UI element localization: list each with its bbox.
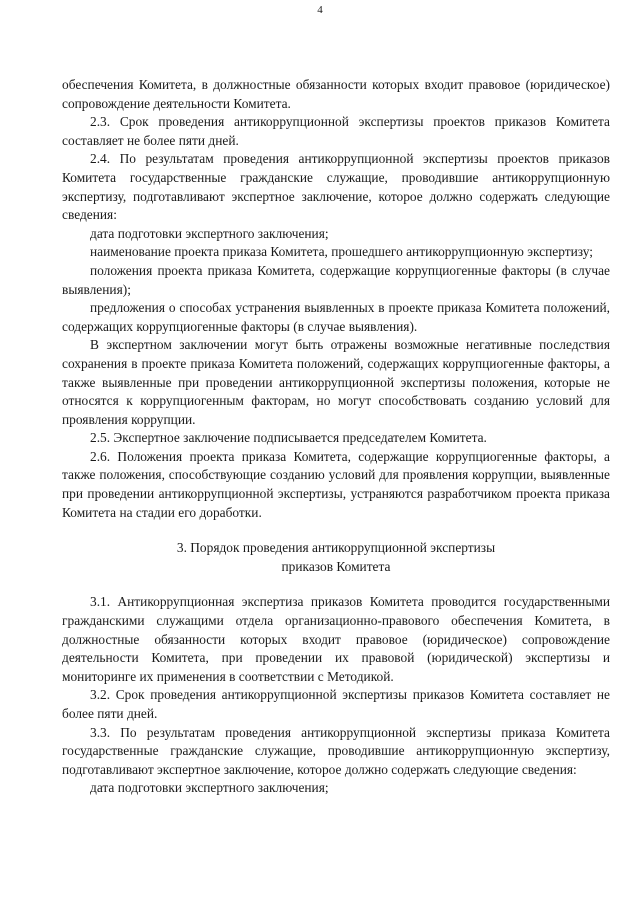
paragraph: наименование проекта приказа Комитета, прошедшего антикоррупционную экспертизу; xyxy=(90,244,594,260)
paragraph: дата подготовки экспертного заключения; xyxy=(90,225,329,241)
paragraph: положения проекта приказа Комитета, содержащие коррупциогенные факторы (в случае выявления); xyxy=(62,262,610,297)
paragraph: дата подготовки экспертного заключения; xyxy=(90,780,329,796)
section-heading-line-1: 3. Порядок проведения антикоррупционной экспертизы xyxy=(176,540,496,556)
paragraph: 3.3. По результатам проведения антикоррупционной экспертизы приказа Комитета государственные гражданские служащие, проводившие антикоррупционную экспертизу, подготавливают экспертное заключение, которое должно содержать следующие сведения: xyxy=(62,724,610,777)
paragraph: 3.2. Срок проведения антикоррупционной экспертизы приказов Комитета составляет не более пяти дней. xyxy=(62,687,610,721)
page-number: 4 xyxy=(317,4,323,16)
paragraph: В экспертном заключении могут быть отражены возможные негативные последствия сохранения в проекте приказа Комитета положений, содержащих коррупциогенные факторы, а также выявленные при проведении антикоррупционной экспертизы положения, которые не относятся к коррупциогенным факторам, но могут способствовать созданию условий для проявления коррупции. xyxy=(62,337,610,427)
paragraph: 3.1. Антикоррупционная экспертиза приказов Комитета проводится государственными гражданскими служащими отдела организационно-правового обеспечения Комитета, в должностные обязанности которых входит правовое (юридическое) сопровождение деятельности Комитета, при проведении их правовой (юридической) экспертизы и мониторинге их применения в соответствии с Методикой. xyxy=(62,594,610,684)
spacer xyxy=(62,522,610,539)
section-heading-line-2: приказов Комитета xyxy=(281,558,391,574)
document-body xyxy=(62,76,610,798)
section-3-paragraphs xyxy=(62,593,610,798)
paragraph: предложения о способах устранения выявленных в проекте приказа Комитета положений, содержащих коррупциогенные факторы (в случае выявления). xyxy=(62,300,610,334)
paragraph: обеспечения Комитета, в должностные обязанности которых входит правовое (юридическое) сопровождение деятельности Комитета. xyxy=(62,77,610,111)
section-2-paragraphs xyxy=(62,76,610,522)
paragraph: 2.4. По результатам проведения антикоррупционной экспертизы проектов приказов Комитета государственные гражданские служащие, проводившие антикоррупционную экспертизу, подготавливают экспертное заключение, которое должно содержать следующие сведения: xyxy=(62,151,610,223)
paragraph: 2.5. Экспертное заключение подписывается председателем Комитета. xyxy=(90,430,487,446)
spacer xyxy=(62,576,610,593)
paragraph: 2.3. Срок проведения антикоррупционной экспертизы проектов приказов Комитета составляет не более пяти дней. xyxy=(62,114,610,148)
paragraph: 2.6. Положения проекта приказа Комитета, содержащие коррупциогенные факторы, а также положения, способствующие созданию условий для проявления коррупции, выявленные при проведении антикоррупционной экспертизы, устраняются разработчиком проекта приказа Комитета на стадии его доработки. xyxy=(62,448,610,520)
